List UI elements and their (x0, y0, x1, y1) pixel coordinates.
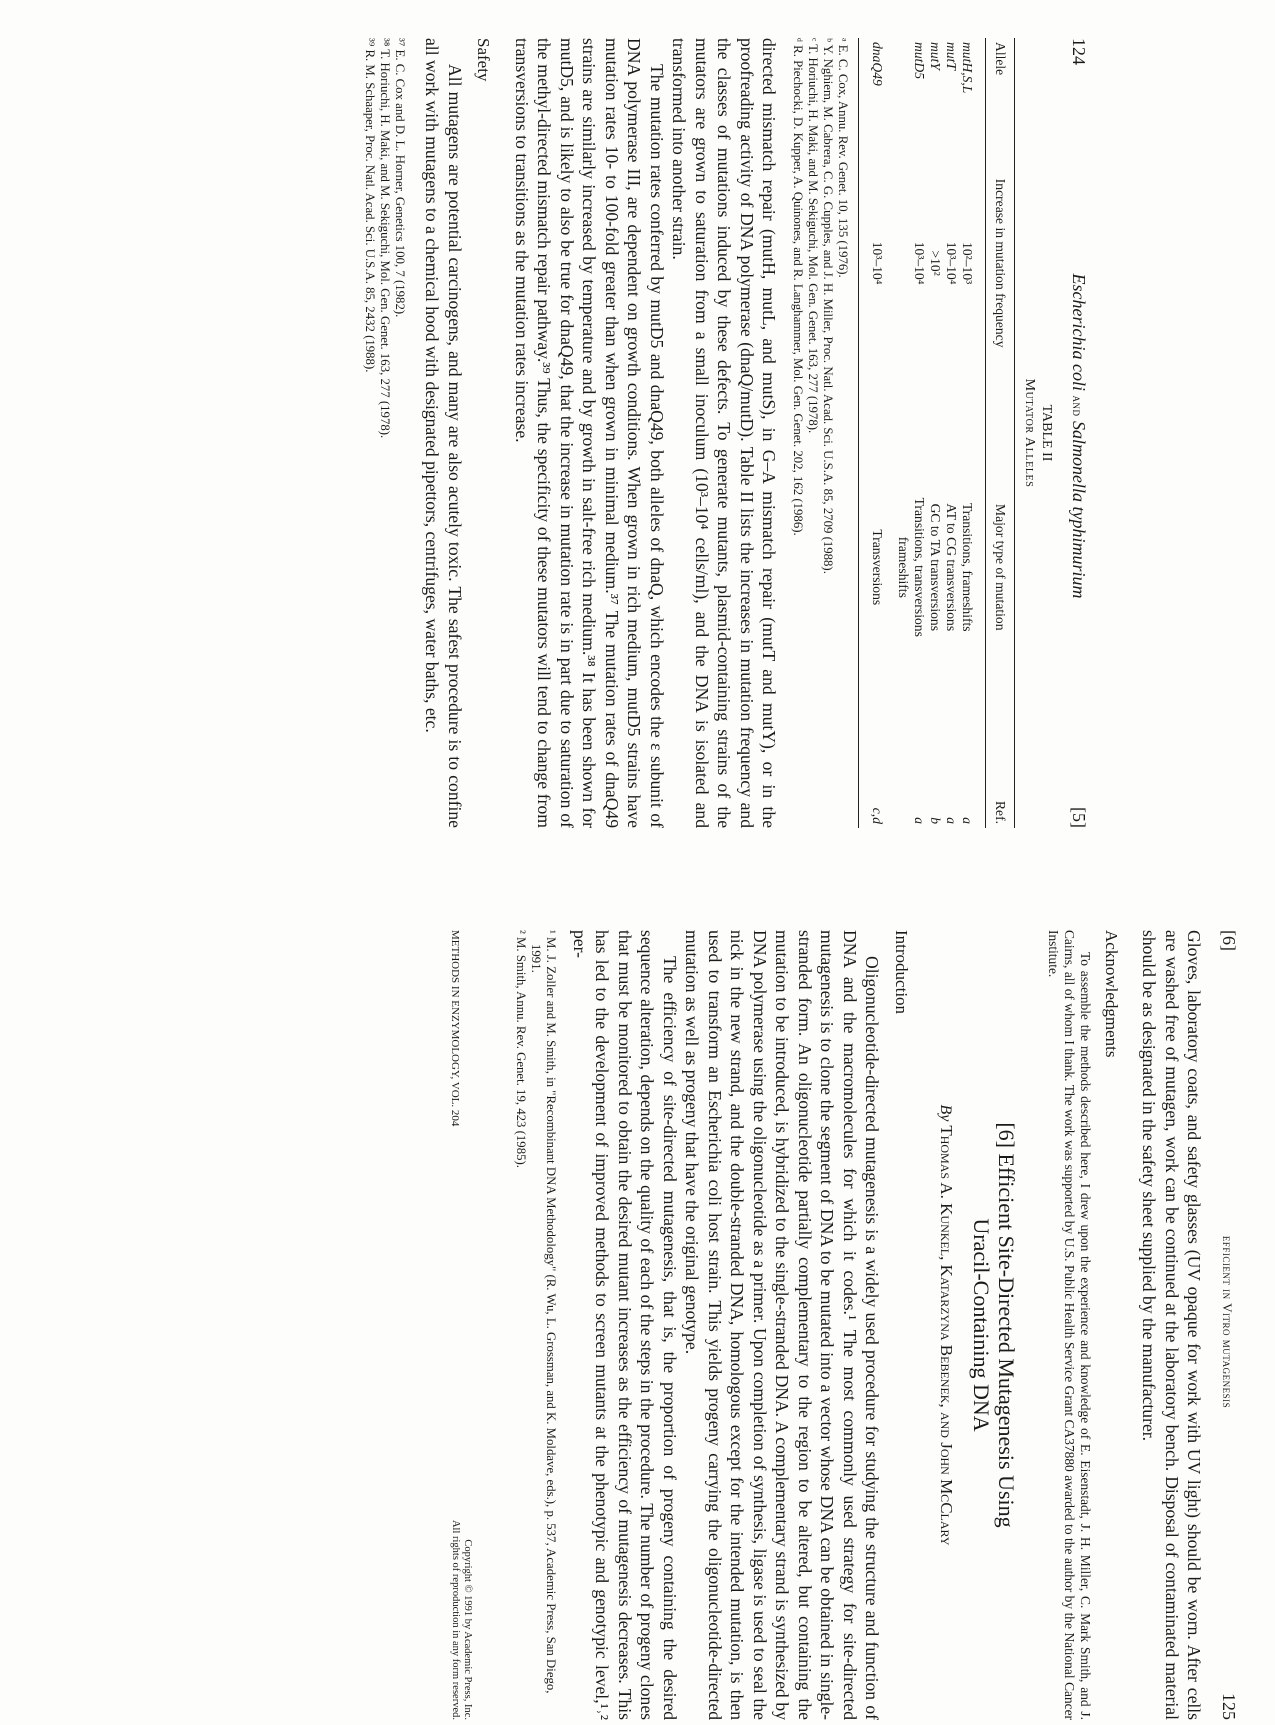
footnote: ¹ M. J. Zoller and M. Smith, in "Recombinant DNA Methodology" (R. Wu, L. Grossman, and K. Moldave, eds.), p. 537, Academic Press, San Diego, 1991. (529, 930, 559, 1694)
table-row: dnaQ49 10³–10⁴ Transversions c,d (870, 42, 886, 824)
footnote: ᵃ E. C. Cox, Annu. Rev. Genet. 10, 135 (1976). (836, 38, 851, 278)
table-title: TABLE II (1039, 404, 1055, 462)
paragraph: All mutagens are potential carcinogens, and many are also acutely toxic. The safest procedure is to confine all work with mutagens to a chemical hood with designated pipettors, centrifuges, water baths, etc. (422, 38, 465, 828)
footnote: ³⁹ R. M. Schaaper, Proc. Natl. Acad. Sci. U.S.A. 85, 2432 (1988). (363, 38, 377, 373)
mutator-alleles-table (859, 38, 1016, 828)
footnote: ³⁷ E. C. Cox and D. L. Horner, Genetics 100, 7 (1982). (393, 38, 407, 318)
paragraph: directed mismatch repair (mutH, mutL, and mutS), in G–A mismatch repair (mutT and mutY), or in the proofreading activity of DNA polymerase (dnaQ/mutD). Table II lists the increases in mutation frequency and the classes of mutations induced by these defects. To generate mutants, plasmid-containing strains of the mutators are grown to saturation from a small inoculum (10³–10⁴ cells/ml), and the DNA is isolated and transformed into another strain. (669, 38, 780, 828)
page-number: 125 (1219, 1693, 1239, 1720)
page-124 (352, 38, 1090, 828)
journal-line: METHODS IN ENZYMOLOGY, VOL. 204 (449, 930, 462, 1127)
running-head (1066, 38, 1091, 828)
authors: Thomas A. Kunkel, Katarzyna Bebenek, and John McClary (937, 1125, 957, 1546)
table-subtitle: Mutator Alleles (1022, 378, 1038, 488)
footnote: ² M. Smith, Annu. Rev. Genet. 19, 423 (1985). (514, 930, 529, 1168)
body-text (511, 38, 781, 828)
footnote: ᶜ T. Horiuchi, H. Maki, and M. Sekiguchi, Mol. Gen. Genet. 163, 277 (1978). (806, 38, 821, 434)
chapter-title: [6] Efficient Site-Directed Mutagenesis Using Uracil-Containing DNA (969, 1122, 1020, 1528)
page-footer (450, 930, 474, 1720)
table-row: mutH,S,L 10²–10³ Transitions, frameshifts a (960, 42, 976, 824)
paragraph: To assemble the methods described here, I drew upon the experience and knowledge of E. Eisenstadt, J. H. Miller, C. Mark Smith, and J. Cairns, all of whom I thank. The work was supported by U.S. Public Health Service Grant CA37880 awarded to the author by the National Cancer Institute. (1046, 930, 1094, 1720)
table-header-row (986, 38, 1015, 828)
running-title: Escherichia coli and Salmonella typhimurium (1069, 273, 1089, 599)
page-footnotes (362, 38, 407, 828)
header-ref: Ref. (986, 757, 1015, 828)
paragraph: The mutation rates conferred by mutD5 and dnaQ49, both alleles of dnaQ, which encodes the ε subunit of DNA polymerase III, are dependent on growth conditions. When grown in rich medium, mutD5 strains have mutation rates 10- to 100-fold greater than when grown in minimal medium.³⁷ The mutation rates of dnaQ49 strains are similarly increased by temperature and by growth in salt-free rich medium.³⁸ It has been shown for mutD5, and is likely to also be true for dnaQ49, that the increase in mutation rate is in part due to saturation of the methyl-directed mismatch repair pathway.³⁹ Thus, the specificity of these mutators will tend to change from transversions to transitions as the mutation rates increase. (512, 38, 667, 828)
section-marker: [5] (1069, 807, 1089, 828)
table-row: mutT 10³–10⁴ AT to CG transversions a (944, 42, 960, 824)
introduction-text (569, 930, 884, 1720)
footnote: ᵇ Y. Nghiem, M. Cabrera, C. G. Cupples, and J. H. Miller, Proc. Natl. Acad. Sci. U.S.A. 85, 2709 (1988). (821, 38, 836, 574)
footnote: ᵈ R. Piechocki, D. Kupper, A. Quinones, and R. Langhammer, Mol. Gen. Genet. 202, 162 (1986). (791, 38, 806, 536)
header-allele: Allele (986, 38, 1015, 149)
page-number: 124 (1069, 38, 1089, 65)
acknowledgments-heading: Acknowledgments (1102, 930, 1121, 1058)
table-row: frameshifts (896, 536, 912, 598)
table-row: mutD5 10³–10⁴ Transitions, transversions a (912, 42, 928, 824)
running-title: efficient in Vitro mutagenesis (1220, 1235, 1235, 1409)
table-caption (1022, 38, 1056, 828)
footnote: ³⁸ T. Horiuchi, H. Maki, and M. Sekiguchi, Mol. Gen. Genet. 163, 277 (1978). (378, 38, 392, 439)
header-mutation-type: Major type of mutation (986, 378, 1015, 757)
page-footnotes (514, 930, 559, 1720)
table-footnotes (791, 38, 851, 828)
paragraph: Gloves, laboratory coats, and safety glasses (UV opaque for work with UV light) should be worn. After cells are washed free of mutagen, work can be continued at the laboratory bench. Disposal of contaminated material should be as designated in the safety sheet supplied by the manufacturer. (1139, 930, 1205, 1720)
paragraph: The efficiency of site-directed mutagenesis, that is, the proportion of progeny containing the desired sequence alteration, depends on the quality of each of the steps in the procedure. The number of progeny clones that must be monitored to obtain the desired mutant increases as the efficiency of mutagenesis decreases. This has led to the development of improved methods to screen mutants at the phenotypic and genotypic level,¹˒² per- (570, 930, 680, 1720)
paragraph: Oligonucleotide-directed mutagenesis is a widely used procedure for studying the structure and function of DNA and the macromolecules for which it codes.¹ The most commonly used strategy for site-directed mutagenesis is to clone the segment of DNA to be mutated into a vector whose DNA can be obtained in single-stranded form. An oligonucleotide partially complementary to the region to be altered, but containing the mutation to be introduced, is hybridized to the single-stranded DNA. A complementary strand is synthesized by DNA polymerase using the oligonucleotide as a primer. Upon completion of synthesis, ligase is used to seal the nick in the new strand, and the double-stranded DNA, homologous except for the intended mutation, is then used to transform an Escherichia coli host strain. This yields progeny carrying the oligonucleotide-directed mutation as well as progeny that have the original genotype. (682, 930, 883, 1720)
table-row: mutY >10² GC to TA transversions b (928, 42, 944, 824)
safety-heading: Safety (474, 38, 494, 82)
continued-text (1138, 930, 1206, 1720)
header-frequency: Increase in mutation frequency (986, 149, 1015, 378)
page-125 (450, 930, 1241, 1720)
running-head (1216, 930, 1241, 1720)
introduction-heading: Introduction (892, 930, 911, 1015)
byline: By Thomas A. Kunkel, Katarzyna Bebenek, and John McClary (937, 1104, 957, 1546)
copyright-notice: Copyright © 1991 by Academic Press, Inc. All rights of reproduction in any form reserved. (450, 1519, 474, 1720)
section-marker: [6] (1219, 930, 1239, 951)
safety-section (421, 38, 466, 828)
acknowledgments-text (1046, 930, 1094, 1720)
